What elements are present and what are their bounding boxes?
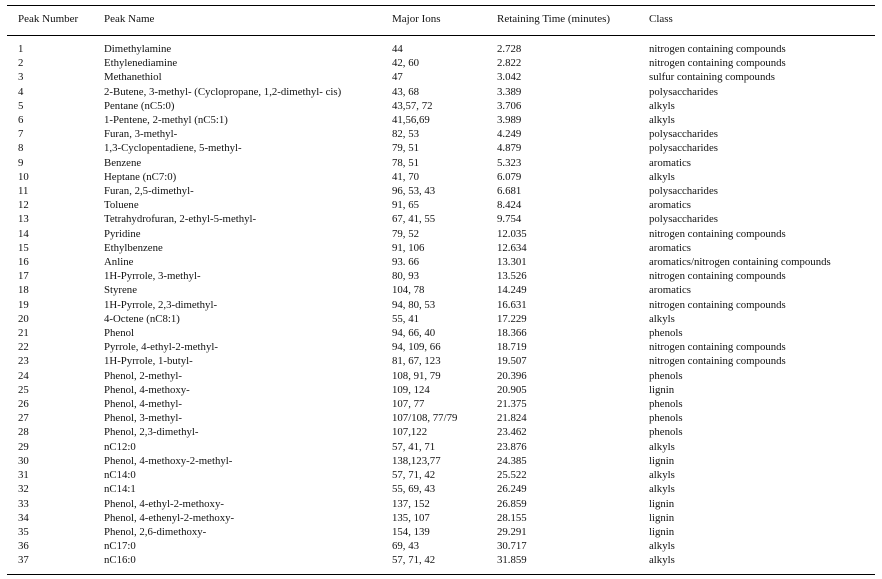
major-ions-cell: 41,56,69 xyxy=(392,114,430,127)
class-cell: alkyls xyxy=(649,170,675,183)
table-row xyxy=(7,170,875,184)
retaining-time-cell: 13.526 xyxy=(497,270,527,283)
table-row xyxy=(7,269,875,283)
class-cell: aromatics/nitrogen containing compounds xyxy=(649,256,831,269)
table-row xyxy=(7,383,875,397)
major-ions-cell: 91, 106 xyxy=(392,241,425,254)
table-row xyxy=(7,198,875,212)
peak-name-cell: 1H-Pyrrole, 1-butyl- xyxy=(104,355,193,368)
retaining-time-cell: 23.462 xyxy=(497,426,527,439)
class-cell: alkyls xyxy=(649,99,675,112)
retaining-time-cell: 13.301 xyxy=(497,256,527,269)
peak-name-cell: Styrene xyxy=(104,284,137,297)
table-row xyxy=(7,283,875,297)
class-cell: lignin xyxy=(649,383,675,396)
table-row xyxy=(7,156,875,170)
class-cell: alkyls xyxy=(649,114,675,127)
table-row xyxy=(7,553,875,574)
major-ions-cell: 94, 109, 66 xyxy=(392,341,441,354)
retaining-time-cell: 30.717 xyxy=(497,540,527,553)
class-cell: nitrogen containing compounds xyxy=(649,227,786,240)
table-row xyxy=(7,326,875,340)
major-ions-cell: 94, 80, 53 xyxy=(392,298,436,311)
table-row xyxy=(7,411,875,425)
peak-name-cell: Phenol, 4-ethyl-2-methoxy- xyxy=(104,497,224,510)
column-header-peak-number: Peak Number xyxy=(7,6,104,36)
major-ions-cell: 104, 78 xyxy=(392,284,425,297)
major-ions-cell: 42, 60 xyxy=(392,57,419,70)
table-body xyxy=(7,36,875,575)
major-ions-cell: 43,57, 72 xyxy=(392,99,433,112)
retaining-time-cell: 2.822 xyxy=(497,57,522,70)
retaining-time-cell: 19.507 xyxy=(497,355,527,368)
peak-number-cell: 31 xyxy=(18,469,29,482)
class-cell: aromatics xyxy=(649,284,691,297)
peak-number-cell: 30 xyxy=(18,454,29,467)
peak-name-cell: Phenol, 3-methyl- xyxy=(104,412,182,425)
table-row xyxy=(7,397,875,411)
peak-number-cell: 26 xyxy=(18,398,29,411)
table-header-row xyxy=(7,6,875,36)
peak-number-cell: 4 xyxy=(18,85,24,98)
peak-number-cell: 11 xyxy=(18,185,29,198)
class-cell: nitrogen containing compounds xyxy=(649,270,786,283)
class-cell: phenols xyxy=(649,426,683,439)
peak-number-cell: 32 xyxy=(18,483,29,496)
retaining-time-cell: 28.155 xyxy=(497,511,527,524)
peak-number-cell: 8 xyxy=(18,142,24,155)
retaining-time-cell: 25.522 xyxy=(497,469,527,482)
class-cell: aromatics xyxy=(649,156,691,169)
table-row xyxy=(7,340,875,354)
peak-name-cell: 1-Pentene, 2-methyl (nC5:1) xyxy=(104,114,228,127)
table-row xyxy=(7,525,875,539)
major-ions-cell: 107,122 xyxy=(392,426,428,439)
major-ions-cell: 57, 71, 42 xyxy=(392,554,436,567)
table-row xyxy=(7,212,875,226)
class-cell: sulfur containing compounds xyxy=(649,71,775,84)
table-row xyxy=(7,113,875,127)
retaining-time-cell: 6.681 xyxy=(497,185,522,198)
peak-name-cell: nC16:0 xyxy=(104,554,136,567)
retaining-time-cell: 18.366 xyxy=(497,327,527,340)
major-ions-cell: 81, 67, 123 xyxy=(392,355,441,368)
major-ions-cell: 93. 66 xyxy=(392,256,419,269)
peak-number-cell: 21 xyxy=(18,327,29,340)
major-ions-cell: 57, 71, 42 xyxy=(392,469,436,482)
peak-number-cell: 14 xyxy=(18,227,29,240)
peak-name-cell: 1,3-Cyclopentadiene, 5-methyl- xyxy=(104,142,242,155)
peak-number-cell: 24 xyxy=(18,369,29,382)
major-ions-cell: 69, 43 xyxy=(392,540,419,553)
class-cell: polysaccharides xyxy=(649,142,718,155)
class-cell: aromatics xyxy=(649,199,691,212)
peak-number-cell: 2 xyxy=(18,57,24,70)
peak-name-cell: Pentane (nC5:0) xyxy=(104,99,175,112)
peak-name-cell: nC17:0 xyxy=(104,540,136,553)
peak-name-cell: Phenol, 4-methyl- xyxy=(104,398,182,411)
major-ions-cell: 80, 93 xyxy=(392,270,419,283)
class-cell: nitrogen containing compounds xyxy=(649,355,786,368)
retaining-time-cell: 5.323 xyxy=(497,156,522,169)
peak-number-cell: 34 xyxy=(18,511,29,524)
major-ions-cell: 107, 77 xyxy=(392,398,425,411)
major-ions-cell: 107/108, 77/79 xyxy=(392,412,458,425)
table-row xyxy=(7,369,875,383)
peak-number-cell: 1 xyxy=(18,43,24,55)
major-ions-cell: 78, 51 xyxy=(392,156,419,169)
peak-number-cell: 13 xyxy=(18,213,29,226)
class-cell: nitrogen containing compounds xyxy=(649,341,786,354)
table-row xyxy=(7,241,875,255)
major-ions-cell: 96, 53, 43 xyxy=(392,185,436,198)
class-cell: phenols xyxy=(649,398,683,411)
peak-name-cell: Pyrrole, 4-ethyl-2-methyl- xyxy=(104,341,218,354)
peak-name-cell: Furan, 3-methyl- xyxy=(104,128,178,141)
table-row xyxy=(7,425,875,439)
peak-name-cell: Toluene xyxy=(104,199,139,212)
major-ions-cell: 44 xyxy=(392,43,403,55)
class-cell: phenols xyxy=(649,327,683,340)
table-row xyxy=(7,141,875,155)
class-cell: phenols xyxy=(649,412,683,425)
class-cell: polysaccharides xyxy=(649,85,718,98)
major-ions-cell: 79, 51 xyxy=(392,142,419,155)
table-row xyxy=(7,468,875,482)
peak-number-cell: 10 xyxy=(18,170,29,183)
peak-number-cell: 36 xyxy=(18,540,29,553)
retaining-time-cell: 2.728 xyxy=(497,43,522,55)
table-row xyxy=(7,56,875,70)
retaining-time-cell: 4.249 xyxy=(497,128,522,141)
table-row xyxy=(7,354,875,368)
peak-number-cell: 37 xyxy=(18,554,29,567)
peak-number-cell: 35 xyxy=(18,525,29,538)
table-row xyxy=(7,85,875,99)
retaining-time-cell: 26.249 xyxy=(497,483,527,496)
peak-name-cell: Phenol, 2,6-dimethoxy- xyxy=(104,525,207,538)
table-row xyxy=(7,511,875,525)
table-row xyxy=(7,255,875,269)
class-cell: lignin xyxy=(649,497,675,510)
peak-number-cell: 25 xyxy=(18,383,29,396)
peak-number-cell: 29 xyxy=(18,440,29,453)
retaining-time-cell: 3.389 xyxy=(497,85,522,98)
table-row xyxy=(7,227,875,241)
retaining-time-cell: 17.229 xyxy=(497,312,527,325)
class-cell: lignin xyxy=(649,525,675,538)
class-cell: alkyls xyxy=(649,554,675,567)
peak-name-cell: Ethylenediamine xyxy=(104,57,178,70)
peak-number-cell: 7 xyxy=(18,128,24,141)
class-cell: nitrogen containing compounds xyxy=(649,57,786,70)
peak-number-cell: 6 xyxy=(18,114,24,127)
peak-name-cell: nC14:1 xyxy=(104,483,136,496)
peak-identification-table xyxy=(7,5,875,575)
column-header-retaining-time: Retaining Time (minutes) xyxy=(497,6,649,36)
column-header-peak-name: Peak Name xyxy=(104,6,392,36)
retaining-time-cell: 3.989 xyxy=(497,114,522,127)
peak-name-cell: Phenol, 2-methyl- xyxy=(104,369,182,382)
class-cell: alkyls xyxy=(649,483,675,496)
peak-name-cell: Heptane (nC7:0) xyxy=(104,170,177,183)
peak-name-cell: Phenol, 4-ethenyl-2-methoxy- xyxy=(104,511,235,524)
peak-name-cell: 1H-Pyrrole, 3-methyl- xyxy=(104,270,201,283)
peak-name-cell: 1H-Pyrrole, 2,3-dimethyl- xyxy=(104,298,218,311)
class-cell: alkyls xyxy=(649,540,675,553)
class-cell: aromatics xyxy=(649,241,691,254)
table-row xyxy=(7,99,875,113)
peak-number-cell: 18 xyxy=(18,284,29,297)
peak-name-cell: 2-Butene, 3-methyl- (Cyclopropane, 1,2-dimethyl- cis) xyxy=(104,85,342,98)
major-ions-cell: 57, 41, 71 xyxy=(392,440,436,453)
class-cell: polysaccharides xyxy=(649,213,718,226)
peak-name-cell: Ethylbenzene xyxy=(104,241,163,254)
retaining-time-cell: 26.859 xyxy=(497,497,527,510)
peak-number-cell: 22 xyxy=(18,341,29,354)
table-row xyxy=(7,127,875,141)
peak-name-cell: Pyridine xyxy=(104,227,141,240)
peak-number-cell: 12 xyxy=(18,199,29,212)
class-cell: lignin xyxy=(649,511,675,524)
peak-name-cell: Phenol, 4-methoxy- xyxy=(104,383,190,396)
major-ions-cell: 41, 70 xyxy=(392,170,419,183)
major-ions-cell: 154, 139 xyxy=(392,525,430,538)
retaining-time-cell: 20.396 xyxy=(497,369,527,382)
retaining-time-cell: 16.631 xyxy=(497,298,527,311)
table-row xyxy=(7,312,875,326)
table-row xyxy=(7,298,875,312)
peak-number-cell: 23 xyxy=(18,355,29,368)
peak-name-cell: Methanethiol xyxy=(104,71,162,84)
major-ions-cell: 137, 152 xyxy=(392,497,430,510)
peak-name-cell: Phenol, 2,3-dimethyl- xyxy=(104,426,199,439)
retaining-time-cell: 23.876 xyxy=(497,440,527,453)
major-ions-cell: 67, 41, 55 xyxy=(392,213,436,226)
peak-name-cell: Tetrahydrofuran, 2-ethyl-5-methyl- xyxy=(104,213,257,226)
retaining-time-cell: 20.905 xyxy=(497,383,527,396)
major-ions-cell: 109, 124 xyxy=(392,383,430,396)
table-row xyxy=(7,539,875,553)
peak-number-cell: 15 xyxy=(18,241,29,254)
major-ions-cell: 138,123,77 xyxy=(392,454,441,467)
table-row xyxy=(7,36,875,57)
class-cell: polysaccharides xyxy=(649,128,718,141)
peak-number-cell: 33 xyxy=(18,497,29,510)
table-row xyxy=(7,482,875,496)
major-ions-cell: 55, 69, 43 xyxy=(392,483,436,496)
peak-name-cell: nC14:0 xyxy=(104,469,136,482)
class-cell: lignin xyxy=(649,454,675,467)
major-ions-cell: 91, 65 xyxy=(392,199,419,212)
table-row xyxy=(7,70,875,84)
peak-name-cell: 4-Octene (nC8:1) xyxy=(104,312,180,325)
table-row xyxy=(7,440,875,454)
peak-number-cell: 19 xyxy=(18,298,29,311)
major-ions-cell: 47 xyxy=(392,71,403,84)
major-ions-cell: 108, 91, 79 xyxy=(392,369,441,382)
table-row xyxy=(7,497,875,511)
peak-name-cell: nC12:0 xyxy=(104,440,136,453)
class-cell: polysaccharides xyxy=(649,185,718,198)
retaining-time-cell: 14.249 xyxy=(497,284,527,297)
major-ions-cell: 43, 68 xyxy=(392,85,419,98)
peak-number-cell: 5 xyxy=(18,99,24,112)
peak-number-cell: 20 xyxy=(18,312,29,325)
peak-number-cell: 3 xyxy=(18,71,24,84)
class-cell: phenols xyxy=(649,369,683,382)
column-header-class: Class xyxy=(649,6,875,36)
class-cell: alkyls xyxy=(649,440,675,453)
retaining-time-cell: 12.035 xyxy=(497,227,527,240)
peak-name-cell: Dimethylamine xyxy=(104,43,172,55)
retaining-time-cell: 3.042 xyxy=(497,71,522,84)
retaining-time-cell: 24.385 xyxy=(497,454,527,467)
peak-name-cell: Phenol xyxy=(104,327,134,340)
peak-name-cell: Anline xyxy=(104,256,134,269)
major-ions-cell: 135, 107 xyxy=(392,511,430,524)
class-cell: nitrogen containing compounds xyxy=(649,43,786,55)
major-ions-cell: 94, 66, 40 xyxy=(392,327,436,340)
class-cell: alkyls xyxy=(649,312,675,325)
table-row xyxy=(7,454,875,468)
retaining-time-cell: 6.079 xyxy=(497,170,522,183)
retaining-time-cell: 9.754 xyxy=(497,213,522,226)
peak-name-cell: Benzene xyxy=(104,156,142,169)
retaining-time-cell: 21.375 xyxy=(497,398,527,411)
peak-number-cell: 17 xyxy=(18,270,29,283)
column-header-major-ions: Major Ions xyxy=(392,6,497,36)
peak-number-cell: 28 xyxy=(18,426,29,439)
class-cell: alkyls xyxy=(649,469,675,482)
peak-number-cell: 16 xyxy=(18,256,29,269)
retaining-time-cell: 3.706 xyxy=(497,99,522,112)
peak-number-cell: 27 xyxy=(18,412,29,425)
peak-name-cell: Furan, 2,5-dimethyl- xyxy=(104,185,194,198)
table-row xyxy=(7,184,875,198)
peak-name-cell: Phenol, 4-methoxy-2-methyl- xyxy=(104,454,233,467)
major-ions-cell: 79, 52 xyxy=(392,227,419,240)
major-ions-cell: 82, 53 xyxy=(392,128,419,141)
retaining-time-cell: 8.424 xyxy=(497,199,522,212)
retaining-time-cell: 29.291 xyxy=(497,525,527,538)
major-ions-cell: 55, 41 xyxy=(392,312,419,325)
retaining-time-cell: 31.859 xyxy=(497,554,527,567)
peak-number-cell: 9 xyxy=(18,156,24,169)
retaining-time-cell: 4.879 xyxy=(497,142,522,155)
retaining-time-cell: 12.634 xyxy=(497,241,527,254)
retaining-time-cell: 21.824 xyxy=(497,412,527,425)
retaining-time-cell: 18.719 xyxy=(497,341,527,354)
class-cell: nitrogen containing compounds xyxy=(649,298,786,311)
